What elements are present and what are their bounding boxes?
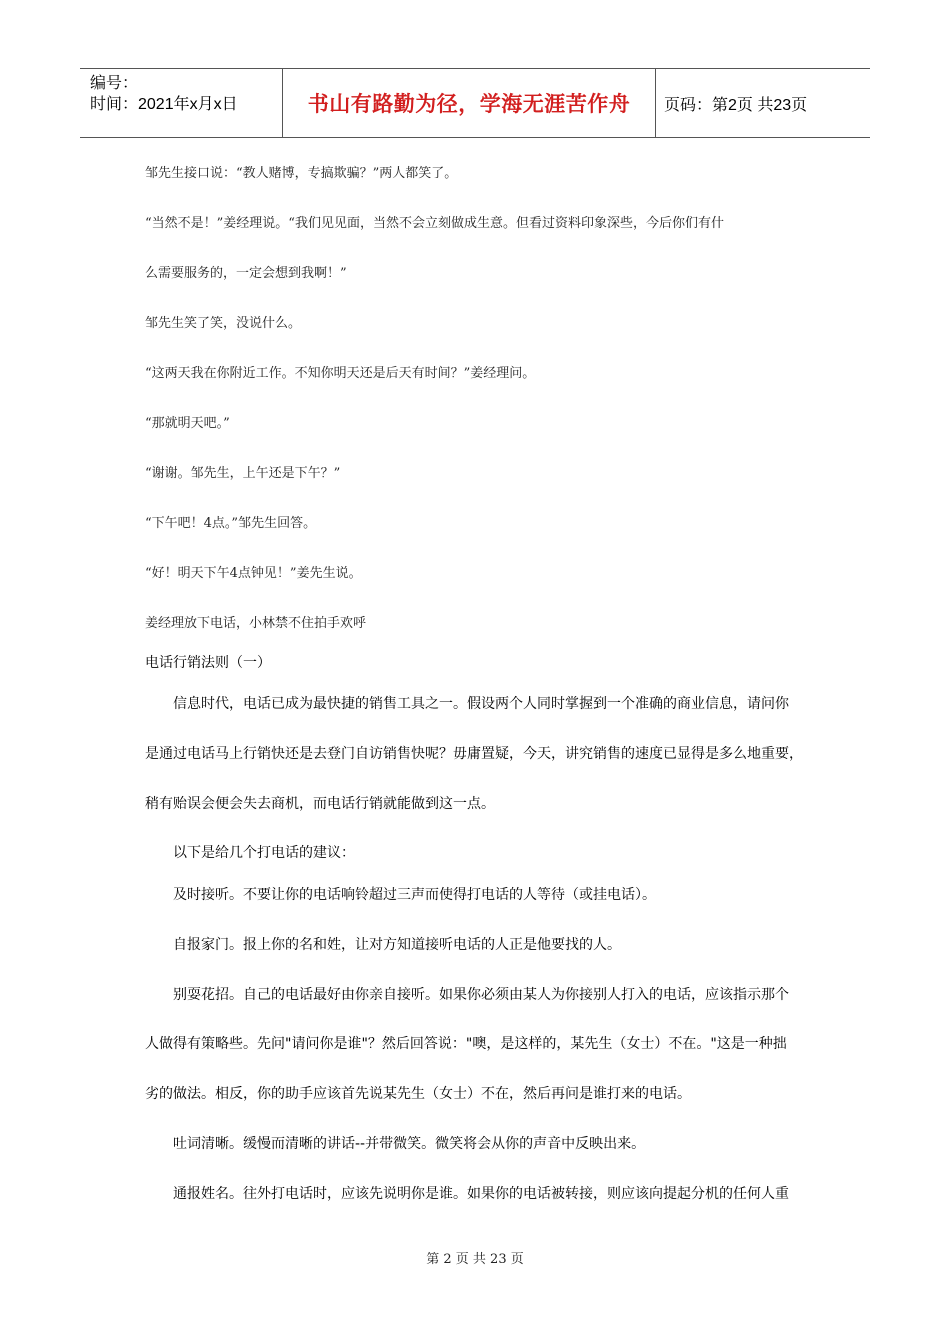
- body-text-line: 通报姓名。往外打电话时，应该先说明你是谁。如果你的电话被转接，则应该向提起分机的任何人重: [173, 1186, 789, 1202]
- page-header: [80, 68, 870, 138]
- dialogue-paragraph: 邹先生接口说：“教人赌博，专搞欺骗？”两人都笑了。: [145, 166, 458, 181]
- header-page-info-cell: [656, 69, 870, 137]
- header-motto-cell: [282, 69, 656, 137]
- document-number-label: 编号：: [90, 75, 139, 92]
- page-footer: 第 2 页 共 23 页: [426, 1252, 524, 1267]
- header-page-info: 页码：第2页 共23页: [664, 96, 808, 114]
- body-text-line: 信息时代，电话已成为最快捷的销售工具之一。假设两个人同时掌握到一个准确的商业信息，请问你: [173, 696, 789, 712]
- body-text-line: 稍有贻误会便会失去商机，而电话行销就能做到这一点。: [145, 796, 495, 812]
- dialogue-paragraph: 姜经理放下电话，小林禁不住拍手欢呼: [145, 616, 367, 631]
- body-text-line: 人做得有策略些。先问"请问你是谁"？然后回答说："噢，是这样的，某先生（女士）不在。"这是一种拙: [145, 1036, 787, 1052]
- header-motto: 书山有路勤为径，学海无涯苦作舟: [307, 92, 631, 116]
- dialogue-paragraph: “谢谢。邹先生，上午还是下午？”: [145, 466, 341, 481]
- body-text-line: 是通过电话马上行销快还是去登门自访销售快呢？毋庸置疑，今天，讲究销售的速度已显得是多么地重要，: [145, 746, 803, 762]
- body-text-line: 以下是给几个打电话的建议：: [173, 845, 355, 861]
- body-text-line: 劣的做法。相反，你的助手应该首先说某先生（女士）不在，然后再问是谁打来的电话。: [145, 1086, 691, 1102]
- dialogue-paragraph: “当然不是！”姜经理说。“我们见见面，当然不会立刻做成生意。但看过资料印象深些，今后你们有什: [145, 216, 724, 231]
- dialogue-paragraph: “那就明天吧。”: [145, 416, 230, 431]
- section-title: 电话行销法则（一）: [145, 655, 271, 671]
- dialogue-paragraph: “下午吧！4点。”邹先生回答。: [145, 516, 317, 531]
- dialogue-paragraph: 么需要服务的，一定会想到我啊！”: [145, 266, 347, 281]
- body-text-line: 吐词清晰。缓慢而清晰的讲话--并带微笑。微笑将会从你的声音中反映出来。: [173, 1136, 646, 1152]
- dialogue-paragraph: “好！明天下午4点钟见！”姜先生说。: [145, 566, 362, 581]
- dialogue-paragraph: “这两天我在你附近工作。不知你明天还是后天有时间？”姜经理问。: [145, 366, 536, 381]
- dialogue-paragraph: 邹先生笑了笑，没说什么。: [145, 316, 302, 331]
- header-meta: [80, 69, 282, 137]
- body-text-line: 别耍花招。自己的电话最好由你亲自接听。如果你必须由某人为你接别人打入的电话，应该指示那个: [173, 987, 789, 1003]
- body-text-line: 及时接听。不要让你的电话响铃超过三声而使得打电话的人等待（或挂电话）。: [173, 887, 656, 903]
- document-date: 时间：2021年x月x日: [90, 96, 238, 113]
- body-text-line: 自报家门。报上你的名和姓，让对方知道接听电话的人正是他要找的人。: [173, 937, 621, 953]
